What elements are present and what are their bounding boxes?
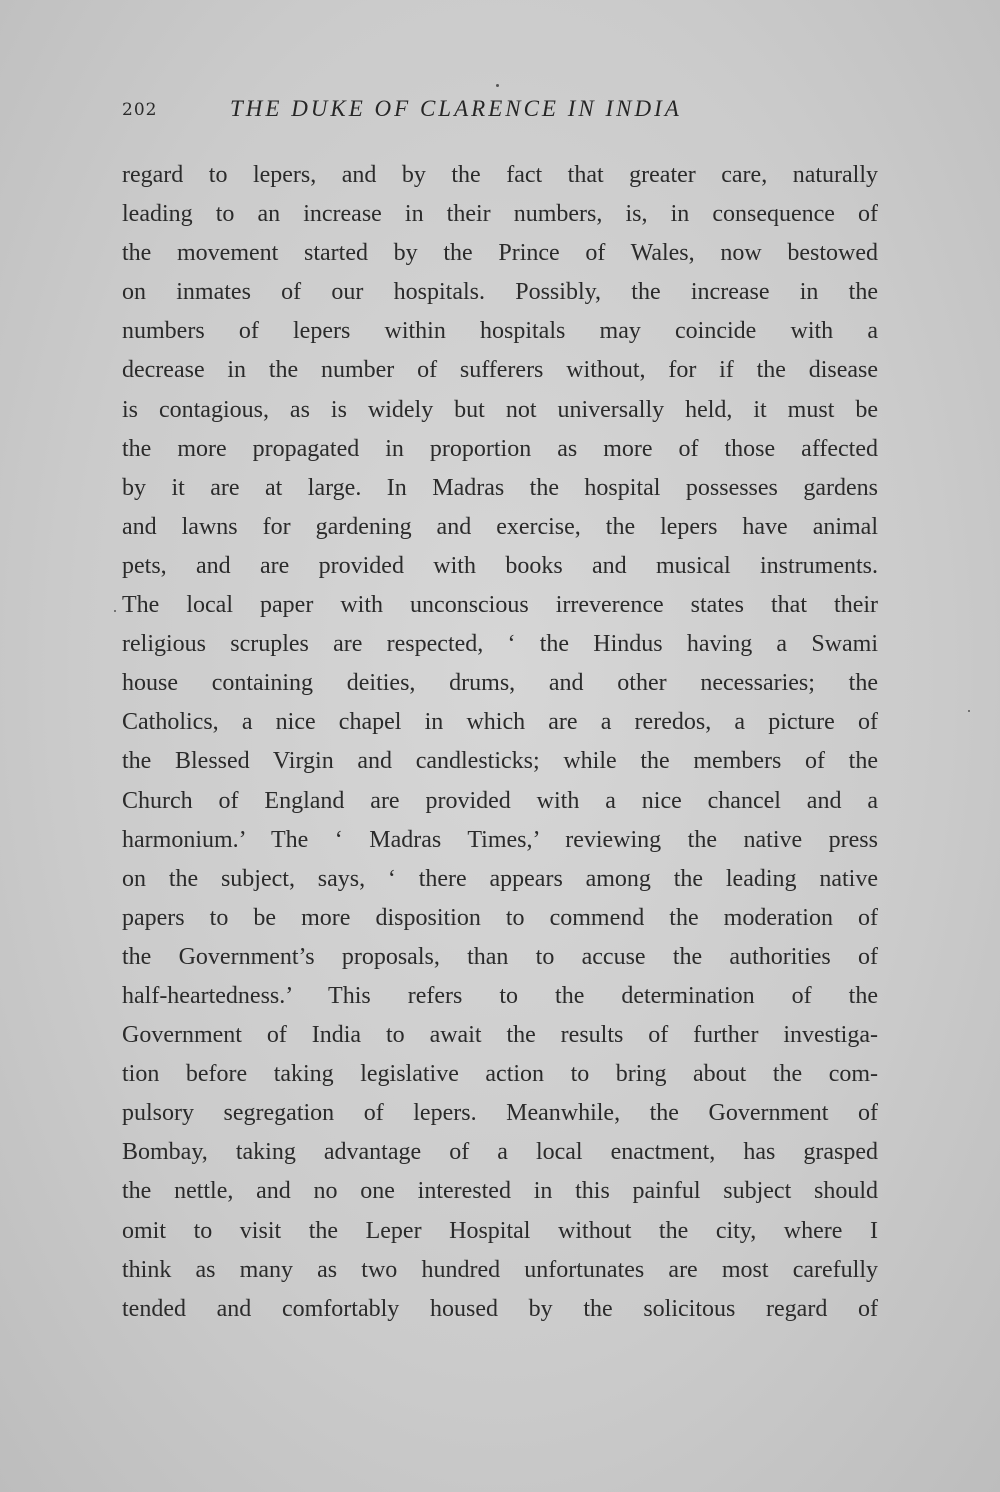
text-line: by it are at large. In Madras the hospital possesses gardens	[122, 474, 878, 501]
paper-speck	[968, 710, 970, 712]
text-line: house containing deities, drums, and other necessaries; the	[122, 670, 878, 697]
text-line: on the subject, says, ‘ there appears among the leading native	[122, 865, 878, 892]
text-line: leading to an increase in their numbers, is, in consequence of	[122, 201, 878, 228]
text-line: The local paper with unconscious irreverence states that their	[122, 592, 878, 619]
text-line: the Blessed Virgin and candlesticks; while the members of the	[122, 748, 878, 775]
text-line: omit to visit the Leper Hospital without the city, where I	[122, 1217, 878, 1244]
text-line: pulsory segregation of lepers. Meanwhile, the Government of	[122, 1100, 878, 1127]
text-line: think as many as two hundred unfortunates are most carefully	[122, 1256, 878, 1283]
text-line: Church of England are provided with a nice chancel and a	[122, 787, 878, 814]
text-line: decrease in the number of sufferers without, for if the disease	[122, 357, 878, 384]
text-line: the movement started by the Prince of Wales, now bestowed	[122, 240, 878, 267]
paper-speck	[114, 610, 116, 612]
text-line: the nettle, and no one interested in this painful subject should	[122, 1178, 878, 1205]
text-line: and lawns for gardening and exercise, the lepers have animal	[122, 513, 878, 540]
text-line: harmonium.’ The ‘ Madras Times,’ reviewing the native press	[122, 826, 878, 853]
text-line: tended and comfortably housed by the solicitous regard of	[122, 1295, 878, 1322]
body-text	[122, 156, 878, 1329]
paper-speck	[496, 84, 499, 87]
text-line: tion before taking legislative action to bring about the com-	[122, 1061, 878, 1088]
text-line: is contagious, as is widely but not universally held, it must be	[122, 396, 878, 423]
text-line: regard to lepers, and by the fact that greater care, naturally	[122, 162, 878, 188]
text-line: pets, and are provided with books and musical instruments.	[122, 552, 878, 579]
text-line: the more propagated in proportion as more of those affected	[122, 435, 878, 462]
text-line: religious scruples are respected, ‘ the Hindus having a Swami	[122, 631, 878, 658]
text-line: on inmates of our hospitals. Possibly, the increase in the	[122, 279, 878, 306]
text-line: Bombay, taking advantage of a local enactment, has grasped	[122, 1139, 878, 1166]
text-line: papers to be more disposition to commend the moderation of	[122, 904, 878, 931]
page-header	[122, 96, 882, 130]
page-number: 202	[122, 100, 158, 120]
running-title: THE DUKE OF CLARENCE IN INDIA	[230, 96, 682, 121]
text-line: numbers of lepers within hospitals may coincide with a	[122, 318, 878, 345]
text-line: Government of India to await the results of further investiga-	[122, 1022, 878, 1049]
text-line: half-heartedness.’ This refers to the determination of the	[122, 982, 878, 1009]
text-line: the Government’s proposals, than to accuse the authorities of	[122, 943, 878, 970]
text-line: Catholics, a nice chapel in which are a reredos, a picture of	[122, 709, 878, 736]
